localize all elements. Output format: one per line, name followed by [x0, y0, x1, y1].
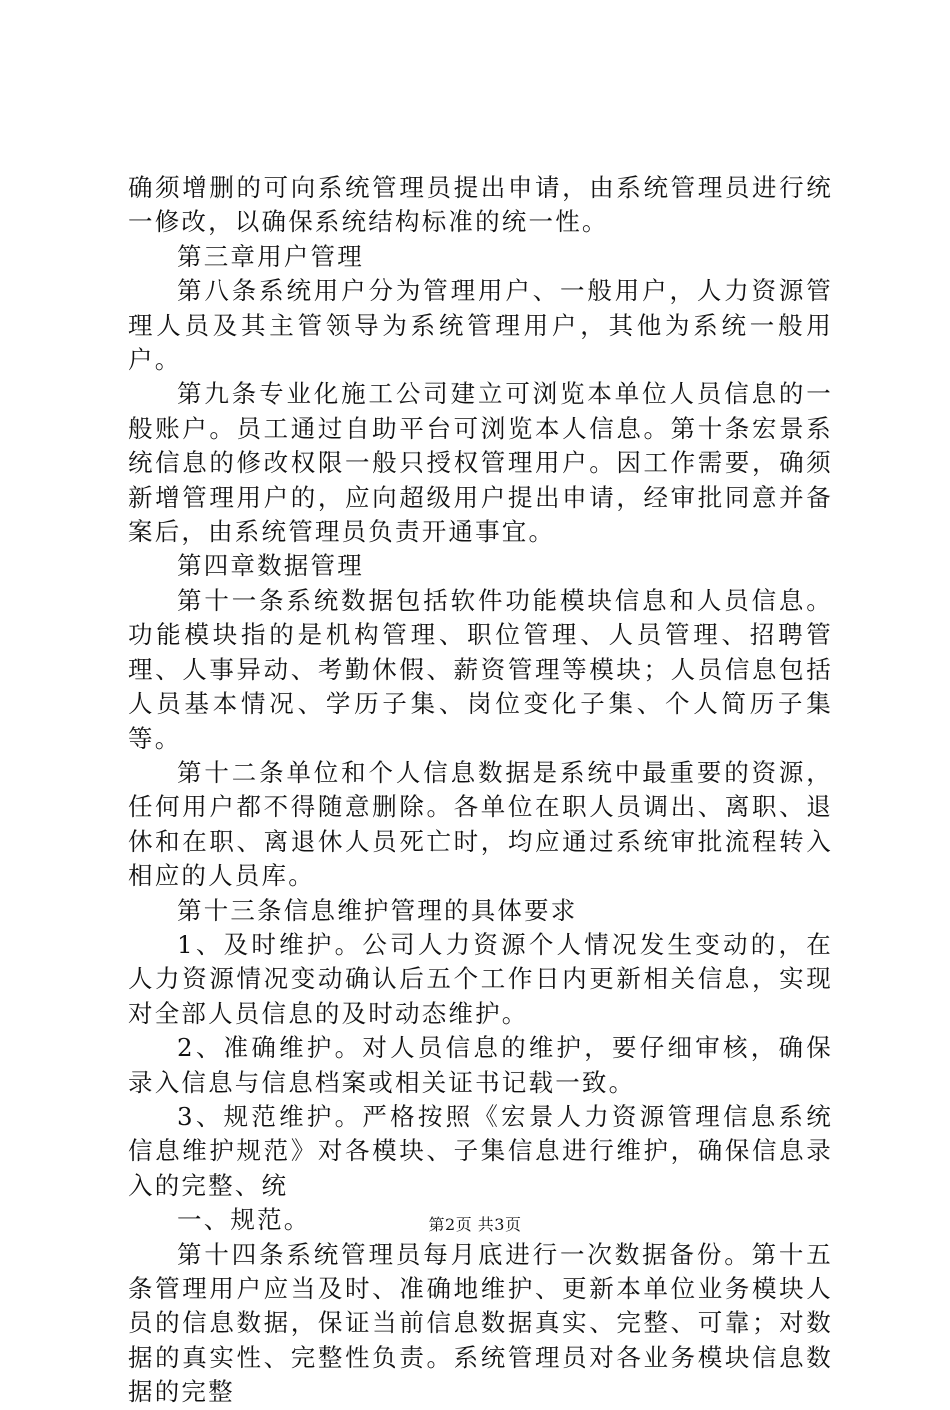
article-12: 第十二条单位和个人信息数据是系统中最重要的资源，任何用户都不得随意删除。各单位在职人员调出、离职、退休和在职、离退休人员死亡时，均应通过系统审批流程转入相应的人员库。: [128, 757, 833, 891]
paragraph-1: 确须增删的可向系统管理员提出申请，由系统管理员进行统一修改，以确保系统结构标准的统一性。: [128, 173, 833, 237]
article-11: 第十一条系统数据包括软件功能模块信息和人员信息。功能模块指的是机构管理、职位管理、人员管理、招聘管理、人事异动、考勤休假、薪资管理等模块；人员信息包括人员基本情况、学历子集、岗位变化子集、个人简历子集等。: [128, 585, 833, 753]
item-timely-maintenance: 1、及时维护。公司人力资源个人情况发生变动的，在人力资源情况变动确认后五个工作日内更新相关信息，实现对全部人员信息的及时动态维护。: [128, 929, 833, 1028]
article-13-heading: 第十三条信息维护管理的具体要求: [177, 895, 578, 925]
item-standard-maintenance: 3、规范维护。严格按照《宏景人力资源管理信息系统信息维护规范》对各模块、子集信息进行维护，确保信息录入的完整、统: [128, 1101, 833, 1200]
article-9-10: 第九条专业化施工公司建立可浏览本单位人员信息的一般账户。员工通过自助平台可浏览本人信息。第十条宏景系统信息的修改权限一般只授权管理用户。因工作需要，确须新增管理用户的，应向超级用户提出申请，经审批同意并备案后，由系统管理员负责开通事宜。: [128, 379, 833, 547]
chapter-3-heading: 第三章用户管理: [177, 241, 364, 271]
chapter-4-heading: 第四章数据管理: [177, 551, 364, 581]
article-14-15: 第十四条系统管理员每月底进行一次数据备份。第十五条管理用户应当及时、准确地维护、更新本单位业务模块人员的信息数据，保证当前信息数据真实、完整、可靠；对数据的真实性、完整性负责。系统管理员对各业务模块信息数据的完整: [128, 1239, 833, 1407]
item-standard-continued: 一、规范。: [177, 1205, 311, 1235]
item-accurate-maintenance: 2、准确维护。对人员信息的维护，要仔细审核，确保录入信息与信息档案或相关证书记载一致。: [128, 1033, 833, 1097]
article-8: 第八条系统用户分为管理用户、一般用户，人力资源管理人员及其主管领导为系统管理用户，其他为系统一般用户。: [128, 276, 833, 375]
page-number-footer: 第2页 共3页: [428, 1215, 522, 1234]
